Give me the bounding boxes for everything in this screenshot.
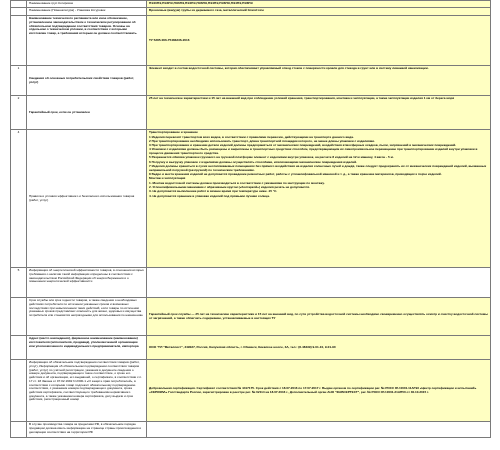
table-row (11, 268, 491, 298)
row-value: Элемент входит в состав водосточной системы, которая обеспечивает управляемый отвод стоков с поверхности кровли для стекода в грунт или в систему ливневой канализации. (147, 66, 491, 96)
row-value: Добровольная сертификация. Сертификат соответствия № 4417175. Срок действия с 18.07.2016 по 17.07.2017 г. Выдан органом по сертификации рег. № РОСС RU.0001.11АГ93 «Центр сертификации и испытаний» «СЕРОКВА» Госстандарта России, зарегистрирован в реестре рег. № 02114 на 18.07.2016 г., Дополнительный орган АНО "ФАБСЕРТЕСТ", рег. № РОСС RU.0001.21АП50 от 30.10.2015 г. (147, 360, 491, 422)
row-value (147, 268, 491, 298)
table-row (11, 336, 491, 360)
row-label: Правила и условия эффективного и безопасного использования товаров (работ, услуг) (27, 130, 147, 268)
table-row (11, 16, 491, 66)
table-row (11, 1, 491, 8)
row-value: ООО "ГЛ "Металлист", 249027, Россия, Калужская область, г. Обнинск, Киевское шоссе, 3А, тел.: (8-48439) 9-01-10, 9-01-90 (147, 336, 491, 360)
row-number (11, 422, 27, 438)
row-number: 2 (11, 96, 27, 130)
row-label: Срок службы или срок годности товаров, а также сведения о необходимых действиях потребителя по истечении указанных сроков и возможных последствиях при невыполнении таких действий, если товары по истечении указанных сроков представляют опасность для жизни, здоровья и имущества потребителя или становятся непригодными для использования по назначению (27, 298, 147, 336)
row-value (147, 422, 491, 438)
table-row (11, 422, 491, 438)
row-value: Бронзовые (вакуум) трубы из держаемого газа, металлический Grand Line (147, 8, 491, 16)
table-row (11, 298, 491, 336)
product-info-document (10, 0, 490, 438)
row-label: Адрес (место нахождения), фирменное наименование (наименование) изготовителя (исполнителя, продавца), уполномоченной организации или уполномоченного индивидуального предпринимателя, импортера (27, 336, 147, 360)
row-label: Гарантийный срок, если он установлен (27, 96, 147, 130)
row-value: 25 лет на техническое характеристики и 15 лет на внешний вид при соблюдении условий хранения, транспортирования, монтажа и эксплуатации, а также эксплуатации изделия 1 км от берега моря (147, 96, 491, 130)
row-number (11, 16, 27, 66)
row-number (11, 8, 27, 16)
row-number: 5 (11, 268, 27, 298)
table-row (11, 8, 491, 16)
row-number (11, 298, 27, 336)
row-number (11, 1, 27, 8)
row-number (11, 336, 27, 360)
table-row (11, 66, 491, 96)
row-value: Транспортирование и хранение 1 Изделия перевозят транспортом всех видов, в соответствии с правилами перевозок, действующими на транспорте данного вида. 2 При транспортировании необходимо использовать транспорт, длина транспортной площадки которого, не менее длины упаковки с изделиями. 3 При транспортировании и хранении детали изделий должны предохраняться от механических повреждений, воздействия атмосферных осадков, пыли, загрязнений и механических повреждений. 4 Упаковки с изделиями должны быть размещены и закреплены в транспортных средствах способом, предотвращающим их самопроизвольное перемещение при транспортировании изделий внутри упаковки в процессе движения транспортного средства. 5 Разрешается обвязка упаковок грузового на грузовой платформе элемент с изделиями внутри упаковок, на расчете 8 изделий на 12 м машину, 4 вагон - 5 м. 6 Погрузку и выгрузку упаковок с изделиями должны осуществлять способами, исключающими механические повреждения изделий. 7 Изделия должны храниться в сухих неотапливаемых помещениях без прямого воздействия на изделия солнечных лучей и дождя, также следует предохранять их от механических повреждений изделий, вызванных неправильной погрузкой (разгрузкой) по техническим требованиям. 8 Ведро и места хранения изделий не допускается проведение ремонтных работ, работы с углошлифовальной машиной и т. д., а также хранение материалов, приводящих к порче изделий. Монтаж и эксплуатация 1. Монтаж водосточной системы должен производиться в соответствии с указаниями по инструкции по монтажу. 2. Углошлифовальными машинами с абразивным кругом («болгаркой») изделия резать не допускается. 3. Не допускается выполнение работ в зимнее время при температуре ниже -15 °С. 4. Не допускается хранение в упаковке изделий под прямыми лучами солнца. (147, 130, 491, 268)
row-label: В случае производства товара за пределами РФ, в обязательном порядке продавцом должна иметь информацию на странице страны происхождения и декларации соответствия на территории РФ (27, 422, 147, 438)
row-label: Наименование груп Котировок (27, 1, 147, 8)
row-value: ТУ 5285-006-75483236-2016 (147, 16, 491, 66)
product-spec-table (10, 0, 491, 438)
row-number: 1 (11, 66, 27, 96)
row-label: Наименование (Номенклатура) - Упаковка Котуровок (27, 8, 147, 16)
row-label: Информация об обязательном подтверждении соответствия товаров (работ, услуг), Информация об обязательном подтверждении соответствия товаров (работ, услуг) по учётной регистрации, указания в документе сведения о номере документа, подтверждающего такое соответствие, о сроке его действия и об организации, его выдавшей, о сертификате, в соответствии с п. 17 ст. 18 Закона от 07.02.1992 N 2300-1 «О защите прав потребителей», в соответствии с которыми товар подлежит обязательному подтверждению соответствия, с указанием номера подтверждающего документа, срока действия сертификата, соответствующего требованиям нормативного документа, а также указанием номера сертификата, дату выдачи и срок действия, регистрационный номер (27, 360, 147, 422)
row-value: Гарантийный срок службы — 25 лет на технические характеристики и 15 лет на внешний вид, по сути устройства водосточной системы необходимо своевременно осуществлять осмотр и очистку водосточной системы от загрязнений, а также облегчать содержание, устанавливаемые в настоящих ТУ (147, 298, 491, 336)
row-number: 4 (11, 130, 27, 268)
row-number (11, 360, 27, 422)
row-label: Сведения об основных потребительских свойствах товаров (работ, услуг) (27, 66, 147, 96)
table-row (11, 360, 491, 422)
table-row (11, 96, 491, 130)
row-label: Наименование технического регламента или иное обозначение, установленное законодательством о техническом регулировании об обязательном подтверждении соответствия товаров. Основы на отдельном о техническом условии, в соответствии с которыми изготовлен товар, а требования которым он должен соответствовать. (27, 16, 147, 66)
row-value: ПЭ40ПЭ,ПЭ4ПЭ,ПЭ6ПЭ,ПЭ4ПЭ,ПЭ6ПЭ,ПЭ4ПЭ,ПЭ6ПЭ,ПЭ4ПЭ,ПЭ6ПЭ (147, 1, 491, 8)
table-row (11, 130, 491, 268)
row-label: Информация об энергетической эффективности товаров, в отношении которых требования о наличии такой информации определены в соответствии с законодательством Российской Федерации об энергосбережении и о повышении энергетической эффективности (27, 268, 147, 298)
